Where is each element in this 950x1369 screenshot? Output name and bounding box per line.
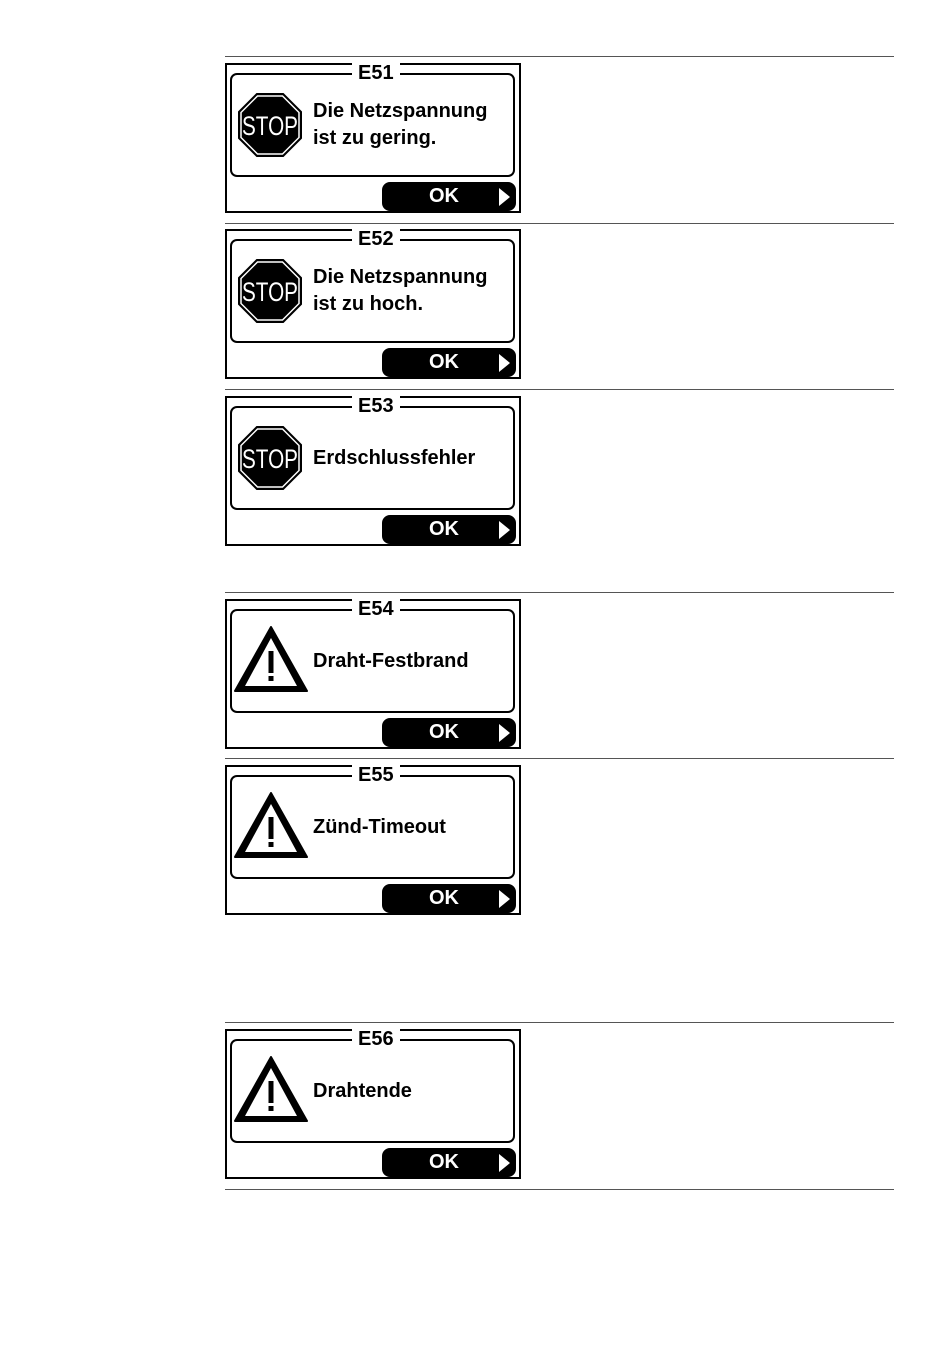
arrow-right-icon <box>499 1154 510 1172</box>
arrow-right-icon <box>499 521 510 539</box>
arrow-right-icon <box>499 724 510 742</box>
separator-line <box>225 1189 894 1190</box>
message-frame <box>230 228 515 343</box>
stop-sign-label: STOP <box>242 111 298 141</box>
error-code: E53 <box>352 396 400 416</box>
stop-sign-icon <box>237 258 303 324</box>
arrow-right-icon <box>499 188 510 206</box>
separator-line <box>225 223 894 224</box>
ok-button[interactable] <box>382 182 516 211</box>
error-code: E56 <box>352 1029 400 1049</box>
ok-button-label: OK <box>429 518 459 540</box>
error-message: Zünd-Timeout <box>313 815 446 838</box>
stop-sign-label: STOP <box>242 277 298 307</box>
ok-button[interactable] <box>382 348 516 377</box>
ok-button[interactable] <box>382 718 516 747</box>
message-frame <box>230 1028 515 1143</box>
error-message: Die Netzspannung ist zu gering. <box>313 100 488 149</box>
separator-line <box>225 758 894 759</box>
ok-button[interactable] <box>382 884 516 913</box>
ok-button[interactable] <box>382 515 516 544</box>
error-screen-e54 <box>225 599 521 749</box>
error-message: Erdschlussfehler <box>313 446 476 469</box>
separator-line <box>225 389 894 390</box>
error-screen-e52 <box>225 229 521 379</box>
ok-button-label: OK <box>429 721 459 743</box>
ok-button-label: OK <box>429 185 459 207</box>
error-screen-e55 <box>225 765 521 915</box>
separator-line <box>225 592 894 593</box>
error-code: E54 <box>352 599 400 619</box>
message-frame <box>230 598 515 713</box>
error-message: Draht-Festbrand <box>313 649 469 672</box>
separator-line <box>225 1022 894 1023</box>
error-screen-e51 <box>225 63 521 213</box>
message-frame <box>230 764 515 879</box>
error-message: Drahtende <box>313 1079 412 1102</box>
ok-button-label: OK <box>429 351 459 373</box>
error-code: E52 <box>352 229 400 249</box>
stop-sign-icon <box>237 425 303 491</box>
warning-triangle-icon <box>233 1055 309 1123</box>
ok-button-label: OK <box>429 887 459 909</box>
stop-sign-icon <box>237 92 303 158</box>
message-frame <box>230 62 515 177</box>
ok-button[interactable] <box>382 1148 516 1177</box>
error-screen-e53 <box>225 396 521 546</box>
arrow-right-icon <box>499 354 510 372</box>
stop-sign-label: STOP <box>242 444 298 474</box>
separator-line <box>225 56 894 57</box>
error-code: E55 <box>352 765 400 785</box>
message-frame <box>230 395 515 510</box>
error-screen-e56 <box>225 1029 521 1179</box>
ok-button-label: OK <box>429 1151 459 1173</box>
error-message: Die Netzspannung ist zu hoch. <box>313 266 488 315</box>
warning-triangle-icon <box>233 791 309 859</box>
arrow-right-icon <box>499 890 510 908</box>
error-code: E51 <box>352 63 400 83</box>
warning-triangle-icon <box>233 625 309 693</box>
